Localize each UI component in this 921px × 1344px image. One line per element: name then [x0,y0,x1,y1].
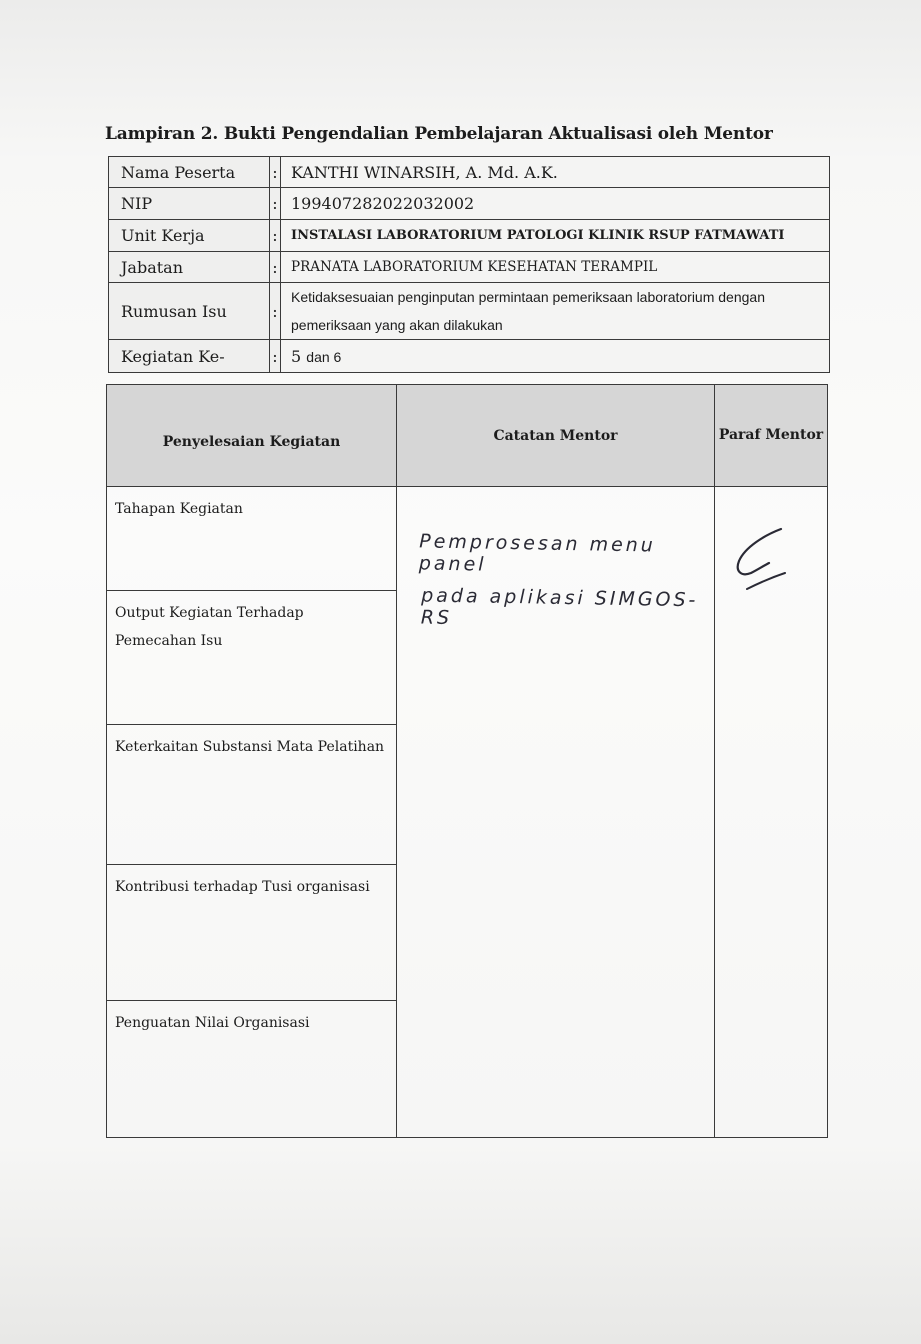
info-label: Unit Kerja [109,220,270,252]
issue-formulation: Ketidaksesuaian penginputan permintaan pemeriksaan laboratorium dengan pemeriksaan yang akan dilakukan [281,283,830,340]
info-colon: : [270,340,281,373]
info-label: Nama Peserta [109,157,270,188]
activity-number-rest: dan 6 [306,348,342,365]
info-label: Jabatan [109,252,270,283]
activity-table [106,384,828,1138]
info-row [109,252,830,283]
activity-number [281,340,830,373]
mentor-initial-column [715,385,827,1137]
row-stages: Tahapan Kegiatan [107,487,396,591]
info-row [109,188,830,220]
row-contribution: Kontribusi terhadap Tusi organisasi [107,865,396,1001]
row-output: Output Kegiatan Terhadap Pemecahan Isu [107,591,396,725]
column-header-completion: Penyelesaian Kegiatan [107,385,396,487]
completion-column [107,385,397,1137]
mentor-note-line: pada aplikasi SIMGOS-RS [420,584,699,629]
position: PRANATA LABORATORIUM KESEHATAN TERAMPIL [281,252,830,283]
info-colon: : [270,252,281,283]
info-colon: : [270,220,281,252]
mentor-notes-column [397,385,715,1137]
activity-number-value: 5 [291,346,302,366]
info-row [109,340,830,373]
info-row [109,157,830,188]
info-label: NIP [109,188,270,220]
info-colon: : [270,283,281,340]
row-values: Penguatan Nilai Organisasi [115,1015,310,1031]
participant-nip: 199407282022032002 [281,188,830,220]
column-header-initial: Paraf Mentor [715,385,827,487]
info-label: Rumusan Isu [109,283,270,340]
info-row [109,220,830,252]
info-label: Kegiatan Ke- [109,340,270,373]
mentor-signature [725,525,805,605]
participant-info-table [108,156,830,373]
info-colon: : [270,188,281,220]
info-colon: : [270,157,281,188]
column-header-notes: Catatan Mentor [397,385,714,487]
mentor-note-line: Pemprosesan menu panel [418,530,657,576]
row-substance: Keterkaitan Substansi Mata Pelatihan [107,725,396,865]
participant-name: KANTHI WINARSIH, A. Md. A.K. [281,157,830,188]
info-row [109,283,830,340]
page-title: Lampiran 2. Bukti Pengendalian Pembelajaran Aktualisasi oleh Mentor [105,124,773,144]
work-unit: INSTALASI LABORATORIUM PATOLOGI KLINIK RSUP FATMAWATI [281,220,830,252]
